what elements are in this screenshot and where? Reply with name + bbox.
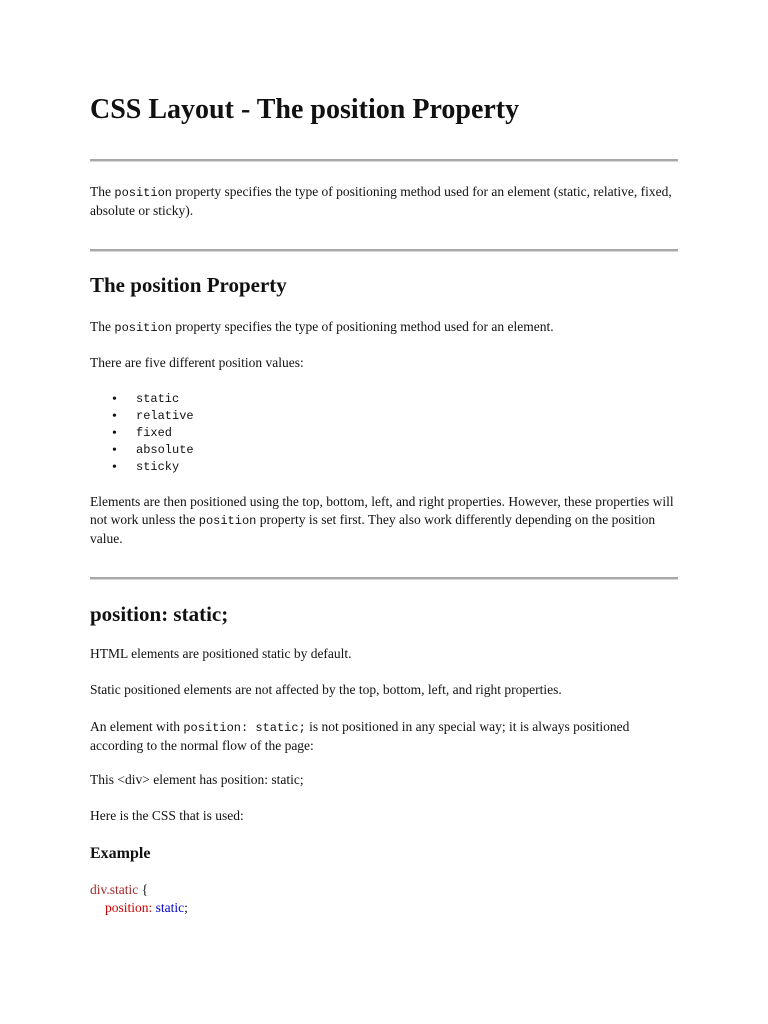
bullet-icon: • xyxy=(112,443,117,458)
list-item-text: absolute xyxy=(136,443,194,457)
list-item-text: relative xyxy=(136,409,194,423)
text: An element with xyxy=(90,719,184,734)
position-values-list xyxy=(90,391,194,476)
divider xyxy=(90,577,678,580)
list-item xyxy=(90,442,194,459)
text: The xyxy=(90,319,115,334)
css-colon: : xyxy=(148,900,156,915)
paragraph: Static positioned elements are not affected by the top, bottom, left, and right properties. xyxy=(90,682,562,697)
paragraph: HTML elements are positioned static by default. xyxy=(90,646,352,661)
inline-code: position xyxy=(114,186,172,200)
text: is not positioned in any special way; it is always positioned according to the normal flow of the page: xyxy=(90,719,630,753)
paragraph xyxy=(90,318,678,337)
css-semicolon: ; xyxy=(184,900,188,915)
list-item-text: fixed xyxy=(136,426,173,440)
css-selector: div.static xyxy=(90,882,139,897)
text: property is set first. They also work differently depending on the position value. xyxy=(90,512,656,546)
css-brace: { xyxy=(138,882,149,897)
inline-code: position xyxy=(198,514,257,528)
paragraph xyxy=(90,493,678,548)
section-heading-position-property: The position Property xyxy=(90,273,287,297)
code-example xyxy=(90,881,188,917)
code-line xyxy=(90,881,188,899)
divider xyxy=(90,249,678,252)
paragraph: Here is the CSS that is used: xyxy=(90,808,244,823)
paragraph xyxy=(90,718,678,755)
bullet-icon: • xyxy=(112,409,117,424)
intro-paragraph xyxy=(90,183,678,220)
list-item xyxy=(90,391,194,408)
bullet-icon: • xyxy=(112,460,117,475)
list-item-text: sticky xyxy=(136,460,180,474)
text: property specifies the type of positioning method used for an element. xyxy=(171,319,554,334)
page-title: CSS Layout - The position Property xyxy=(90,94,520,125)
paragraph: There are five different position values: xyxy=(90,355,304,370)
section-heading-static: position: static; xyxy=(90,602,229,626)
paragraph: This <div> element has position: static; xyxy=(90,772,304,787)
inline-code: position: static; xyxy=(183,721,306,735)
text: Elements are then positioned using the top, bottom, left, and right properties. However, these properties will not work unless the xyxy=(90,494,674,527)
bullet-icon: • xyxy=(112,392,117,407)
example-heading: Example xyxy=(90,845,151,862)
list-item xyxy=(90,425,194,442)
css-value: static xyxy=(155,900,185,915)
divider xyxy=(90,159,678,162)
list-item xyxy=(90,459,194,476)
intro-text: The xyxy=(90,184,115,199)
code-line xyxy=(90,899,188,917)
list-item xyxy=(90,408,194,425)
bullet-icon: • xyxy=(112,426,117,441)
inline-code: position xyxy=(114,321,172,335)
intro-text: property specifies the type of positioning method used for an element (static, relative, fixed, absolute or sticky). xyxy=(90,184,672,218)
css-property: position xyxy=(105,900,149,915)
list-item-text: static xyxy=(136,392,180,406)
